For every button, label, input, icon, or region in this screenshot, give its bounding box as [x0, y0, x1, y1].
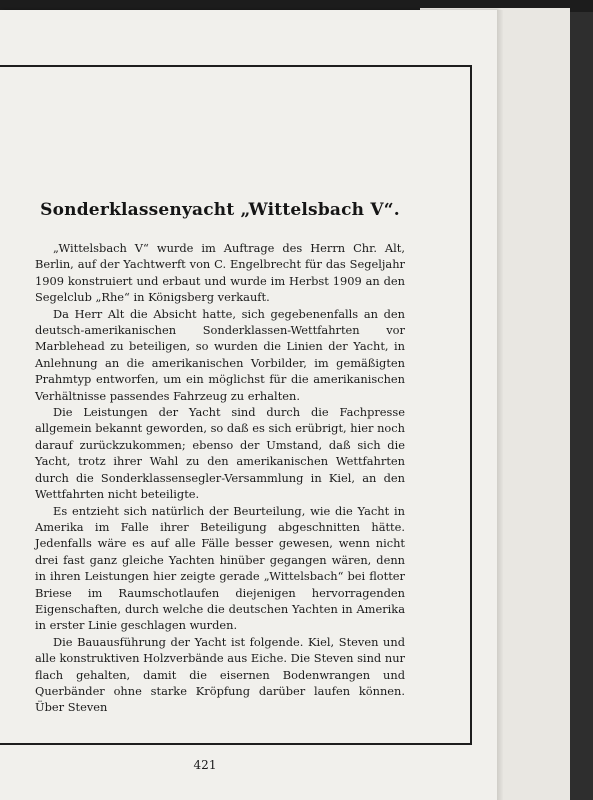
paragraph-3: Die Leistungen der Yacht sind durch die Fachpresse allgemein bekannt geworden, so daß es sich erübrigt, hier noch darauf zurückzukommen; ebenso der Umstand, daß sich die Yacht, trotz ihrer Wahl zu den amerikanischen Wettfahrten durch die Sonderklassensegler-Versammlung in Kiel, an den Wettfahrten nicht beteiligte.	[35, 405, 405, 502]
paragraph-1: „Wittelsbach V“ wurde im Auftrage des Herrn Chr. Alt, Berlin, auf der Yachtwerft von C. Engelbrecht für das Segeljahr 1909 konstruiert und erbaut und wurde im Herbst 1909 an den Segelclub „Rhe“ in Königsberg verkauft.	[35, 241, 405, 305]
page-number: 421	[193, 758, 217, 772]
paragraph-5: Die Bauausführung der Yacht ist folgende. Kiel, Steven und alle konstruktiven Holzverbände aus Eiche. Die Steven sind nur flach gehalten, damit die eisernen Bodenwrangen und Querbänder ohne starke Kröpfung darüber laufen können. Über Steven	[35, 634, 405, 715]
body-text	[35, 240, 405, 716]
book-page	[0, 10, 497, 800]
page-edge-shadow	[497, 10, 503, 800]
paragraph-4: Es entzieht sich natürlich der Beurteilung, wie die Yacht in Amerika im Falle ihrer Beteiligung abgeschnitten hätte. Jedenfalls wäre es auf alle Fälle besser gewesen, wenn nicht drei fast ganz gleiche Yachten hinüber gegangen wären, denn in ihren Leistungen hier zeigte gerade „Wittelsbach“ bei flotter Briese im Raumschotlaufen diejenigen hervorragenden Eigenschaften, durch welche die deutschen Yachten in Amerika in erster Linie geschlagen wurden.	[35, 503, 405, 633]
paragraph-2: Da Herr Alt die Absicht hatte, sich gegebenenfalls an den deutsch-amerikanischen Sonderklassen-Wettfahrten vor Marblehead zu beteiligen, so wurden die Linien der Yacht, in Anlehnung an die amerikanischen Vorbilder, im gemäßigten Prahmtyp entworfen, um ein möglichst für die amerikanischen Verhältnisse passendes Fahrzeug zu erhalten.	[35, 306, 405, 403]
page-title: Sonderklassenyacht „Wittelsbach V“.	[40, 200, 400, 220]
